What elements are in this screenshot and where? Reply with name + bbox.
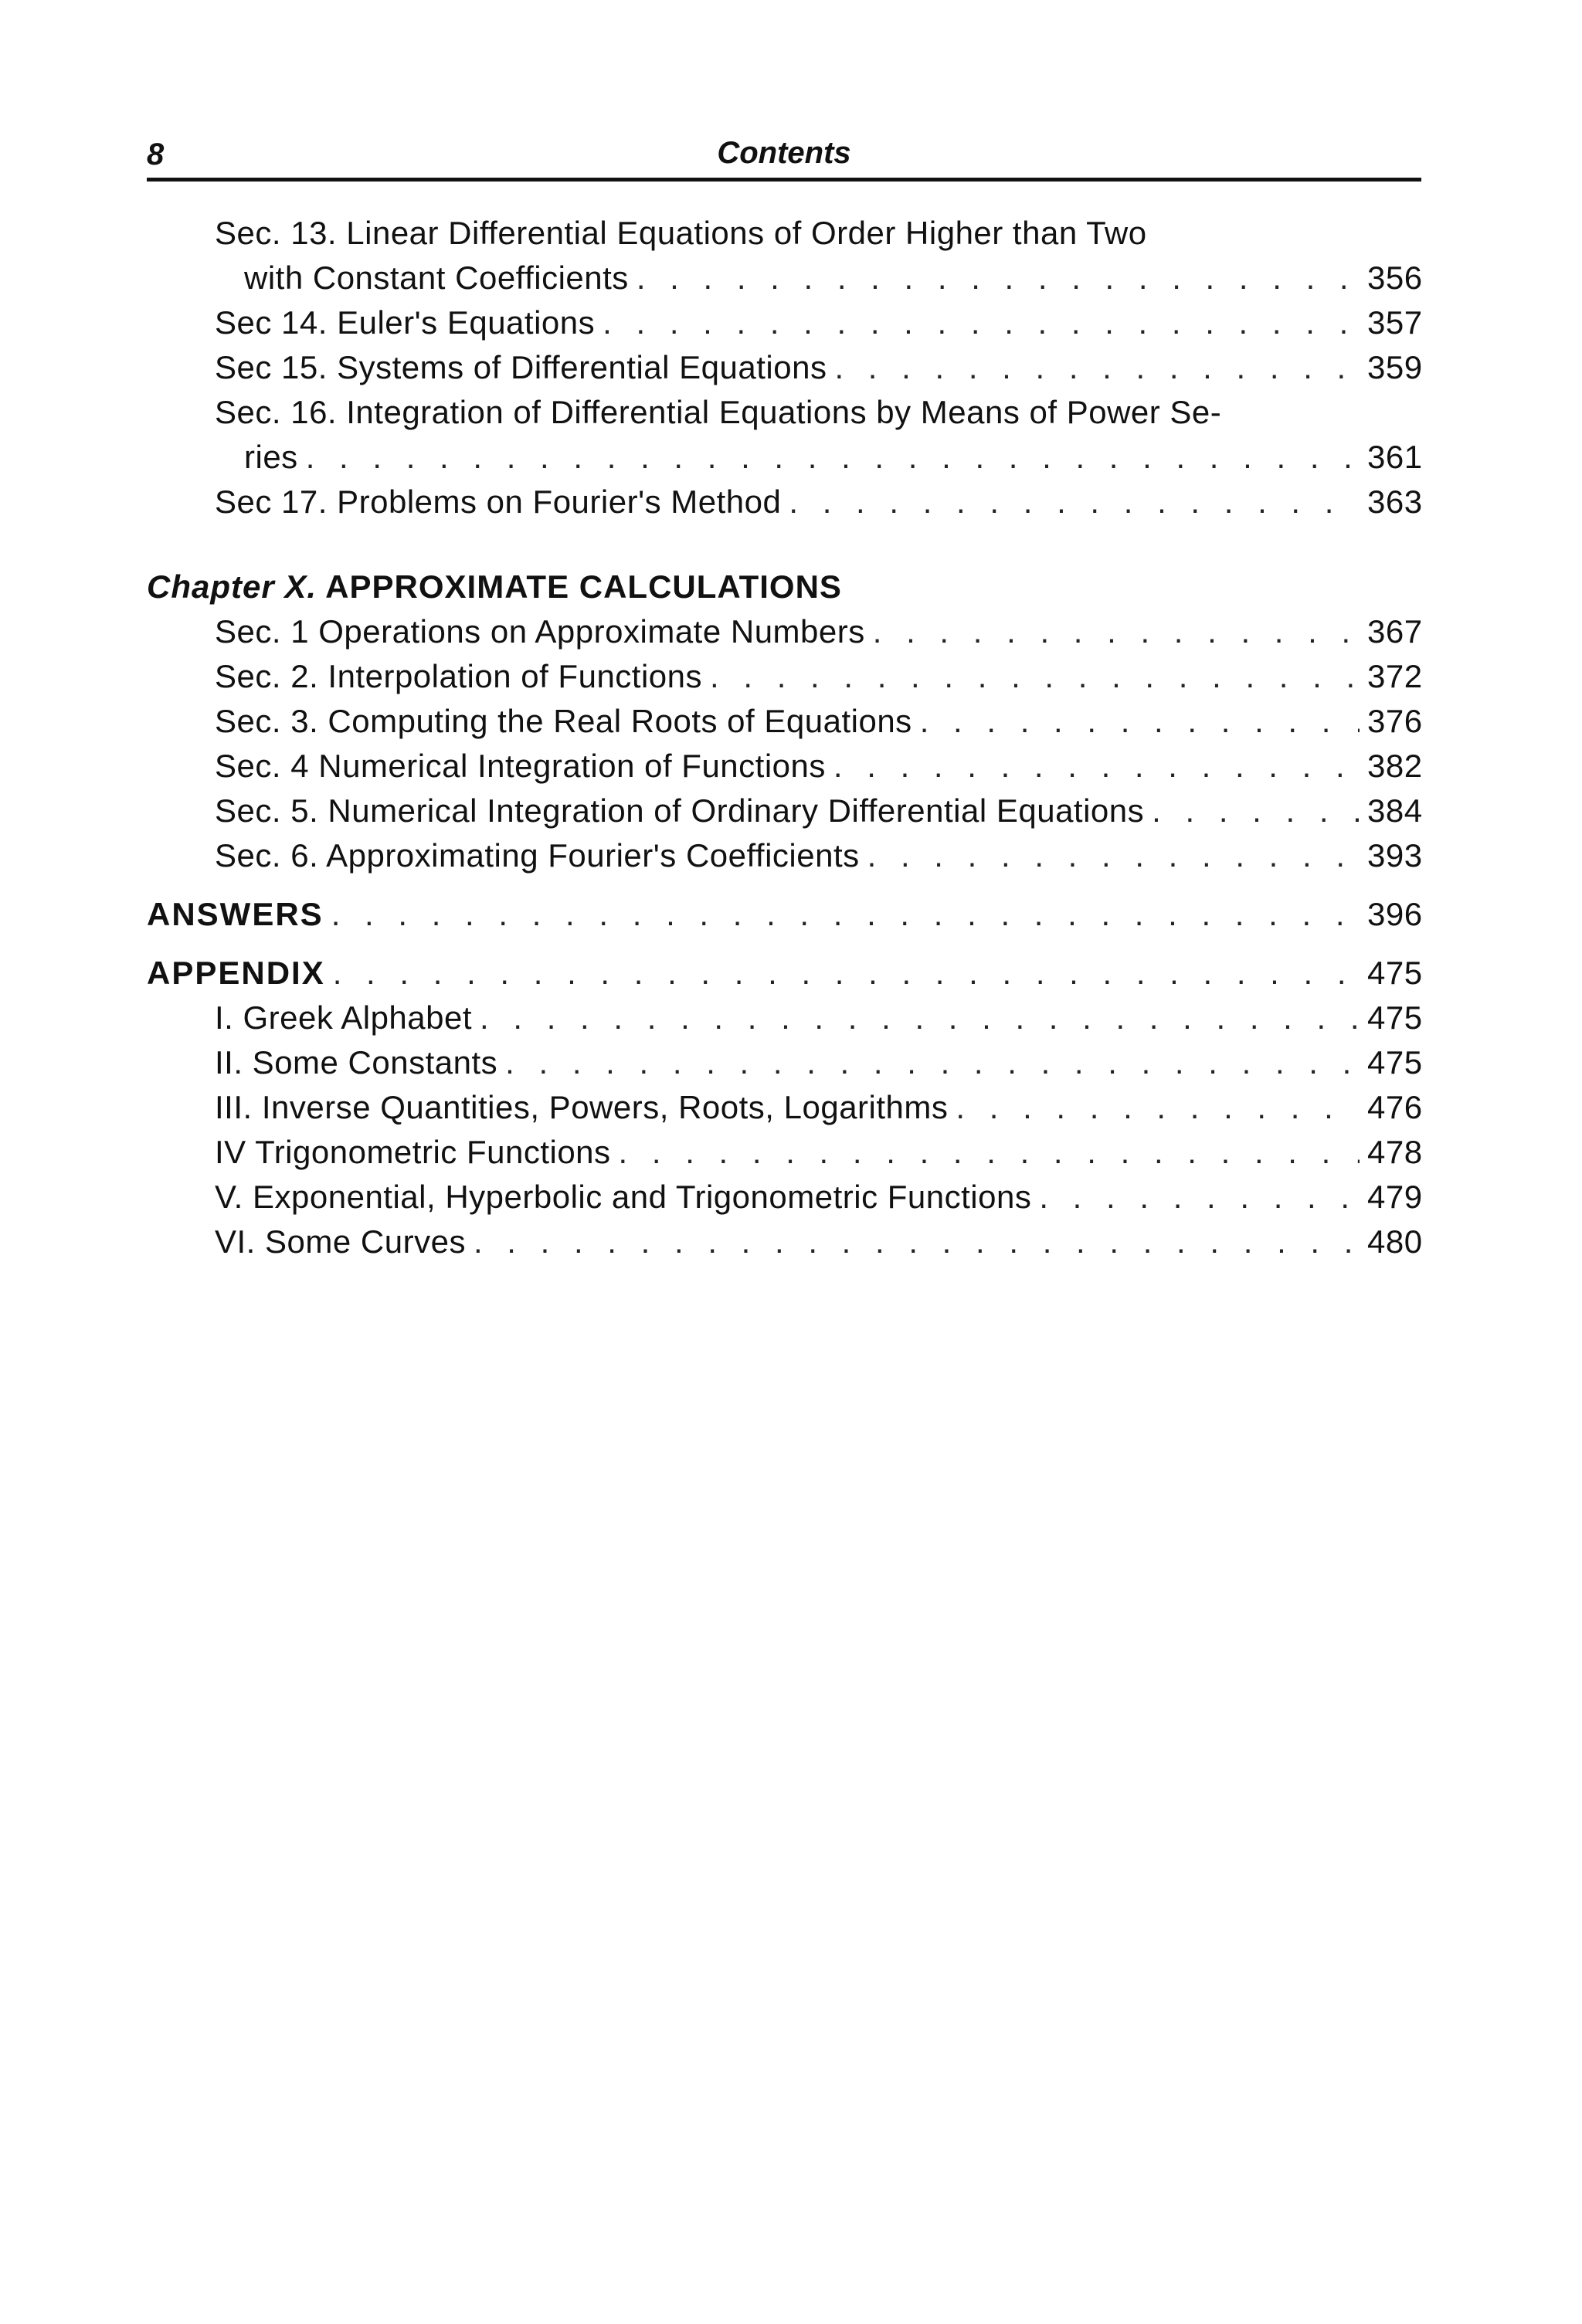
toc-entry-text: Sec. 5. Numerical Integration of Ordinary Differential Equations [215,792,1145,829]
spacer [147,524,1421,565]
toc-entry-text: Sec. 13. Linear Differential Equations of Order Higher than Two [215,215,1147,251]
toc-entry-text: Sec. 2. Interpolation of Functions [215,658,703,694]
toc-page-number: 475 [1367,955,1423,991]
toc-entry-text: Sec. 6. Approximating Fourier's Coefficients [215,837,860,874]
toc-entry[interactable] [147,1220,1421,1264]
toc-entry[interactable] [147,744,1421,789]
toc-entry-appendix[interactable] [147,951,1421,996]
dot-leader [710,654,1360,699]
toc-page-number: 356 [1367,260,1423,296]
toc-entry[interactable] [147,345,1421,390]
toc-page-number: 359 [1367,349,1423,385]
toc-page-number: 363 [1367,483,1423,520]
spacer [147,937,1421,951]
dot-leader [834,345,1360,390]
toc-entry-text: I. Greek Alphabet [215,999,473,1036]
toc-entry[interactable] [147,699,1421,744]
toc-entry-text: Sec 15. Systems of Differential Equations [215,349,827,385]
toc-page-number: 479 [1367,1179,1423,1215]
chapter-heading[interactable] [147,565,1421,609]
dot-leader [637,256,1360,300]
toc-page-number: 475 [1367,1044,1423,1081]
toc-page-number: 382 [1367,748,1423,784]
dot-leader [603,300,1360,345]
toc-entry[interactable] [147,1130,1421,1175]
toc-entry[interactable] [147,609,1421,654]
toc-entry[interactable] [147,1085,1421,1130]
toc-entry[interactable] [147,1175,1421,1220]
spacer [147,878,1421,892]
dot-leader [306,435,1360,480]
toc-entry-text: VI. Some Curves [215,1223,466,1260]
chapter-label: Chapter X. [147,568,317,605]
toc-page-number: 393 [1367,837,1423,874]
toc-entry-text: ries [244,439,298,475]
chapter-title: APPROXIMATE CALCULATIONS [325,568,842,605]
dot-leader [956,1085,1360,1130]
toc-entry[interactable] [147,833,1421,878]
toc-entry-text: V. Exponential, Hyperbolic and Trigonometric Functions [215,1179,1032,1215]
page-header [147,131,1421,182]
toc-page-number: 475 [1367,999,1423,1036]
contents-page [147,131,1421,1264]
toc-entry-text: APPENDIX [147,955,325,991]
toc-entry[interactable] [147,256,1421,300]
toc-entry[interactable] [147,300,1421,345]
toc-entry-text: Sec 14. Euler's Equations [215,304,596,341]
dot-leader [1152,789,1360,833]
toc-entry-text: III. Inverse Quantities, Powers, Roots, Logarithms [215,1089,949,1125]
toc-page-number: 384 [1367,792,1423,829]
dot-leader [833,744,1360,789]
toc-entries [147,211,1421,1264]
toc-page-number: 372 [1367,658,1423,694]
dot-leader [480,996,1360,1040]
toc-page-number: 476 [1367,1089,1423,1125]
page-number: 8 [147,137,165,171]
dot-leader [789,480,1360,524]
dot-leader [1039,1175,1360,1220]
toc-entry-text: ANSWERS [147,896,324,932]
toc-entry-text: Sec. 1 Operations on Approximate Numbers [215,613,865,650]
dot-leader [920,699,1360,744]
dot-leader [619,1130,1360,1175]
dot-leader [333,951,1360,996]
toc-page-number: 367 [1367,613,1423,650]
toc-entry-text: II. Some Constants [215,1044,498,1081]
toc-entry-line [147,211,1421,256]
toc-entry-text: with Constant Coefficients [244,260,629,296]
toc-entry[interactable] [147,435,1421,480]
dot-leader [873,609,1360,654]
toc-page-number: 396 [1367,896,1423,932]
toc-entry[interactable] [147,789,1421,833]
toc-page-number: 361 [1367,439,1423,475]
dot-leader [474,1220,1360,1264]
toc-page-number: 478 [1367,1134,1423,1170]
toc-entry[interactable] [147,996,1421,1040]
toc-entry-text: Sec. 16. Integration of Differential Equations by Means of Power Se- [215,394,1222,430]
toc-page-number: 480 [1367,1223,1423,1260]
toc-entry-text: Sec. 4 Numerical Integration of Functions [215,748,826,784]
toc-entry[interactable] [147,654,1421,699]
running-title: Contents [717,136,851,170]
dot-leader [505,1040,1360,1085]
toc-entry[interactable] [147,1040,1421,1085]
toc-entry[interactable] [147,480,1421,524]
dot-leader [867,833,1360,878]
toc-entry-line [147,390,1421,435]
dot-leader [331,892,1360,937]
toc-page-number: 357 [1367,304,1423,341]
toc-entry-answers[interactable] [147,892,1421,937]
toc-entry-text: Sec. 3. Computing the Real Roots of Equations [215,703,912,739]
toc-entry-text: IV Trigonometric Functions [215,1134,611,1170]
toc-entry-text: Sec 17. Problems on Fourier's Method [215,483,782,520]
toc-page-number: 376 [1367,703,1423,739]
